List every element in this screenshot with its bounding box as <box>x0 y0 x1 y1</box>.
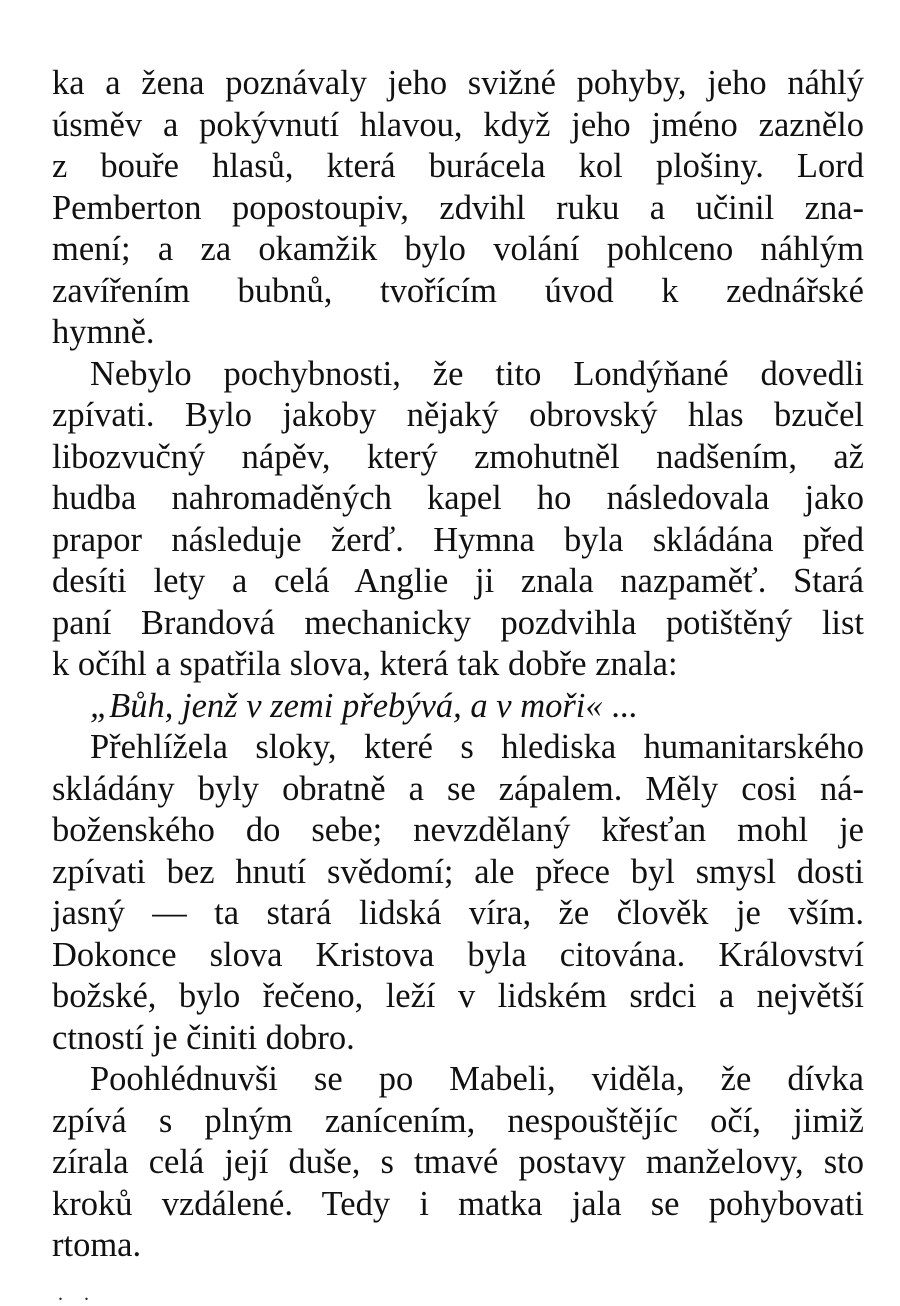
page-footer-mark: . . <box>58 1283 97 1305</box>
text-line: božské, bylo řečeno, leží v lidském srdci a největší <box>52 977 864 1015</box>
text-line: Poohlédnuvši se po Mabeli, viděla, že dívka <box>90 1060 864 1098</box>
text-line: Přehlížela sloky, které s hlediska humanitarského <box>90 728 864 766</box>
text-line: zírala celá její duše, s tmavé postavy manželovy, sto <box>52 1143 864 1181</box>
text-line: zpívati bez hnutí svědomí; ale přece byl smysl dosti <box>52 852 864 891</box>
text-line: paní Brandová mechanicky pozdvihla potištěný list <box>52 603 864 642</box>
text-line: z bouře hlasů, která burácela kol plošiny. Lord <box>52 147 864 185</box>
text-line: rtoma. <box>52 1226 142 1264</box>
text-line: jasný — ta stará lidská víra, že člověk je vším. <box>52 894 864 932</box>
text-line: zavířením bubnů, tvořícím úvod k zednářské <box>52 271 864 310</box>
text-line: Dokonce slova Kristova byla citována. Království <box>52 935 864 974</box>
text-line: zpívá s plným zanícením, nespouštějíc očí, jimiž <box>52 1101 864 1140</box>
text-line: hudba nahromaděných kapel ho následovala jako <box>52 479 864 517</box>
text-block-before-quote <box>52 63 864 686</box>
text-line: boženského do sebe; nevzdělaný křesťan mohl je <box>52 811 864 849</box>
text-line: desíti lety a celá Anglie ji znala nazpaměť. Stará <box>52 562 864 600</box>
text-line: prapor následuje žerď. Hymna byla skládána před <box>52 520 864 559</box>
paragraph <box>52 1059 864 1267</box>
text-line: Pemberton popostoupiv, zdvihl ruku a učinil zna- <box>52 188 864 227</box>
text-line: ctností je činiti dobro. <box>52 1018 355 1057</box>
paragraph <box>52 727 864 1059</box>
text-line: Nebylo pochybnosti, že tito Londýňané dovedli <box>90 354 864 393</box>
text-line: mení; a za okamžik bylo volání pohlceno náhlým <box>52 230 864 268</box>
book-page <box>52 63 864 1267</box>
text-line: úsměv a pokývnutí hlavou, když jeho jméno zaznělo <box>52 105 864 144</box>
text-line: k očíhl a spatřila slova, která tak dobře znala: <box>52 645 678 683</box>
hymn-quote-ellipsis: ... <box>602 686 638 725</box>
hymn-quote-text: „Bůh, jenž v zemi přebývá, a v moři« <box>90 686 603 725</box>
text-block-after-quote <box>52 727 864 1267</box>
hymn-quote <box>52 686 864 728</box>
text-line: libozvučný nápěv, který zmohutněl nadšením, až <box>52 437 864 476</box>
paragraph <box>52 63 864 354</box>
paragraph <box>52 354 864 686</box>
text-line: hymně. <box>52 313 155 351</box>
text-line: zpívati. Bylo jakoby nějaký obrovský hlas bzučel <box>52 396 864 434</box>
text-line: ka a žena poznávaly jeho svižné pohyby, jeho náhlý <box>52 64 864 102</box>
text-line: skládány byly obratně a se zápalem. Měly cosi ná- <box>52 769 864 808</box>
text-line: kroků vzdálené. Tedy i matka jala se pohybovati <box>52 1184 864 1223</box>
